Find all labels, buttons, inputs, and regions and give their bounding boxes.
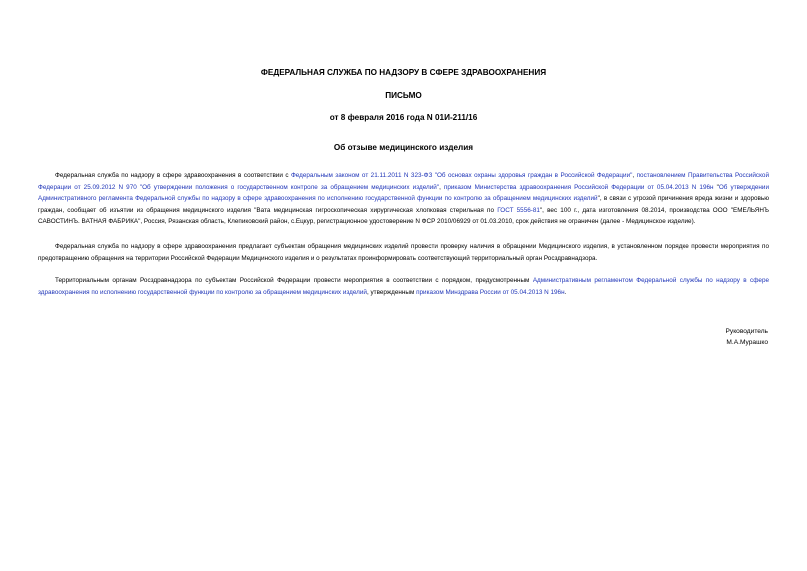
p1-text-6: ", вес 100 г., дата изготовления 08.2014, производства ООО "ЕМЕЛЬЯНЪ САВОСТИНЪ. ВАТНАЯ ФАБРИКА", Россия, Рязанская область, Клепиковский район, с.Ецкур, регистрационное удостоверение N ФСР 2010/06929 от 01.03.2010, срок действия не ограничен (далее - Медицинское изделие). bbox=[38, 206, 769, 225]
p1-text-5: ", в связи с угрозой причинения вреда жизни и здоровью граждан, сообщает об изъятии из обращения медицинского изделия "Вата медицинская гигроскопическая хирургическая хлопковая стерильная по bbox=[38, 195, 769, 214]
paragraph-1 bbox=[38, 170, 769, 228]
p3-text-2: , утвержденным bbox=[366, 288, 417, 296]
organization-title: ФЕДЕРАЛЬНАЯ СЛУЖБА ПО НАДЗОРУ В СФЕРЕ ЗДРАВООХРАНЕНИЯ bbox=[260, 68, 547, 77]
link-ministry-order-196n[interactable]: приказом Министерства здравоохранения Российской Федерации от 05.04.2013 N 196н bbox=[443, 183, 714, 191]
paragraph-2: Федеральная служба по надзору в сфере здравоохранения предлагает субъектам обращения медицинских изделий провести проверку наличия в обращении Медицинского изделия, в установленном порядке провести мероприятия по предотвращению обращения на территории Российской Федерации Медицинского изделия и о результатах проинформировать соответствующий территориальный орган Росздравнадзора. bbox=[38, 243, 769, 262]
p1-text-3: , bbox=[439, 183, 444, 191]
link-federal-law-323[interactable]: Федеральным законом от 21.11.2011 N 323-ФЗ "Об основах охраны здоровья граждан в Российской Федерации" bbox=[290, 172, 633, 179]
link-minzdrav-order-196n[interactable]: приказом Минздрава России от 05.04.2013 N 196н bbox=[416, 288, 565, 296]
signature-title: Руководитель bbox=[725, 328, 768, 335]
signature-name: М.А.Мурашко bbox=[726, 339, 768, 346]
link-gost-5556-81[interactable]: ГОСТ 5556-81 bbox=[497, 206, 540, 214]
document-subject: Об отзыве медицинского изделия bbox=[333, 143, 474, 152]
document-type: ПИСЬМО bbox=[385, 91, 422, 100]
p1-text-2: , bbox=[632, 172, 637, 179]
link-admin-regulation[interactable]: Об утверждении Административного регламента Федеральной службы по надзору в сфере здравоохранения по исполнению государственной функции по контролю за обращением медицинских изделий bbox=[38, 183, 770, 202]
p1-text-4: " bbox=[713, 183, 719, 191]
p3-text-1: Территориальным органам Росздравнадзора по субъектам Российской Федерации провести мероприятия в соответствии с порядком, предусмотренным bbox=[55, 277, 533, 284]
paragraph-3 bbox=[38, 275, 769, 298]
document-date-number: от 8 февраля 2016 года N 01И-211/16 bbox=[329, 113, 478, 122]
p3-text-3: . bbox=[564, 288, 567, 296]
link-government-resolution-970[interactable]: постановлением Правительства Российской Федерации от 25.09.2012 N 970 "Об утверждении положения о государственном контроле за обращением медицинских изделий" bbox=[38, 172, 769, 191]
p1-text-1: Федеральная служба по надзору в сфере здравоохранения в соответствии с bbox=[55, 172, 291, 179]
link-admin-regulation-2[interactable]: Административным регламентом Федеральной службы по надзору в сфере здравоохранения по исполнению государственной функции по контролю за обращением медицинских изделий bbox=[38, 277, 769, 296]
